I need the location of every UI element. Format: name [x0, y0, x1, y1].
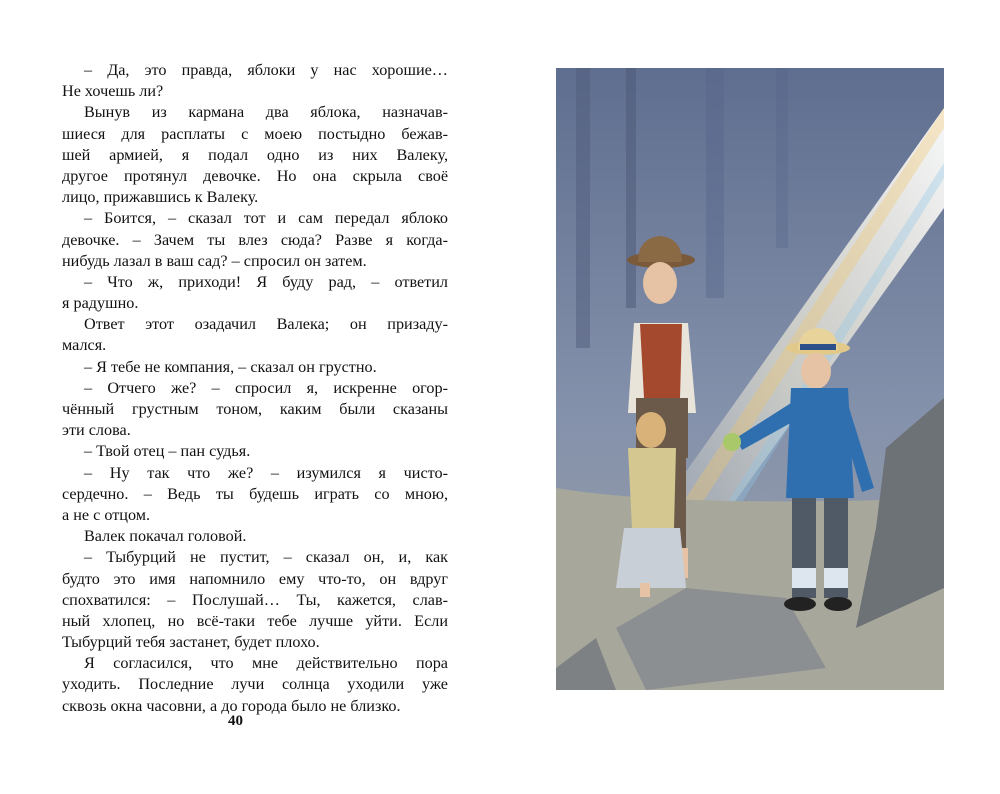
text-line: сквозь окна часовни, а до города было не близко. [62, 696, 401, 715]
text-line: Тыбурций тебя застанет, будет плохо. [62, 633, 320, 652]
text-line: Вынув из кармана два яблока, назначав- [84, 103, 448, 122]
apple [723, 433, 741, 451]
text-line: а не с отцом. [62, 505, 151, 524]
text-line: Ответ этот озадачил Валека; он призаду- [84, 315, 448, 334]
book-illustration [556, 68, 944, 690]
text-line: мался. [62, 336, 107, 355]
text-line: сердечно. – Ведь ты будешь играть со мною, [62, 484, 448, 503]
text-line: нибудь лазал в ваш сад? – спросил он затем. [62, 251, 367, 270]
text-line: лицо, прижавшись к Валеку. [62, 188, 259, 207]
text-line: уходить. Последние лучи солнца уходили уже [62, 675, 448, 694]
text-line: спохватился: – Послушай… Ты, кажется, слав- [62, 590, 448, 609]
text-line: я радушно. [62, 294, 139, 313]
text-line: эти слова. [62, 421, 131, 440]
page-text [62, 60, 448, 717]
text-line: шиеся для расплаты с моею постыдно бежав- [62, 124, 448, 143]
text-line: чённый грустным тоном, каким были сказаны [62, 400, 448, 418]
text-line: – Что ж, приходи! Я буду рад, – ответил [84, 272, 448, 291]
text-line: ный хлопец, но всё-таки тебе лучше уйти. Если [62, 611, 448, 630]
text-line: – Я тебе не компания, – сказал он грустно. [84, 357, 377, 376]
text-line: шей армией, я подал одно из них Валеку, [62, 145, 448, 164]
text-line: – Боится, – сказал тот и сам передал яблоко [84, 209, 448, 228]
text-line: девочке. – Зачем ты влез сюда? Разве я когда- [62, 230, 448, 249]
text-line: Я согласился, что мне действительно пора [84, 654, 448, 673]
text-line: – Тыбурций не пустит, – сказал он, и, как [84, 548, 448, 567]
text-line: – Да, это правда, яблоки у нас хорошие… [84, 61, 448, 79]
text-line: другое протянул девочке. Но она скрыла своё [62, 166, 448, 185]
text-line: Валек покачал головой. [84, 527, 247, 546]
text-line: – Отчего же? – спросил я, искренне огор- [84, 378, 448, 397]
page-number: 40 [228, 713, 243, 729]
text-line: – Ну так что же? – изумился я чисто- [84, 463, 448, 482]
text-line: – Твой отец – пан судья. [84, 442, 251, 461]
text-line: Не хочешь ли? [62, 82, 164, 101]
text-line: будто это имя напомнило ему что-то, он вдруг [62, 569, 448, 588]
